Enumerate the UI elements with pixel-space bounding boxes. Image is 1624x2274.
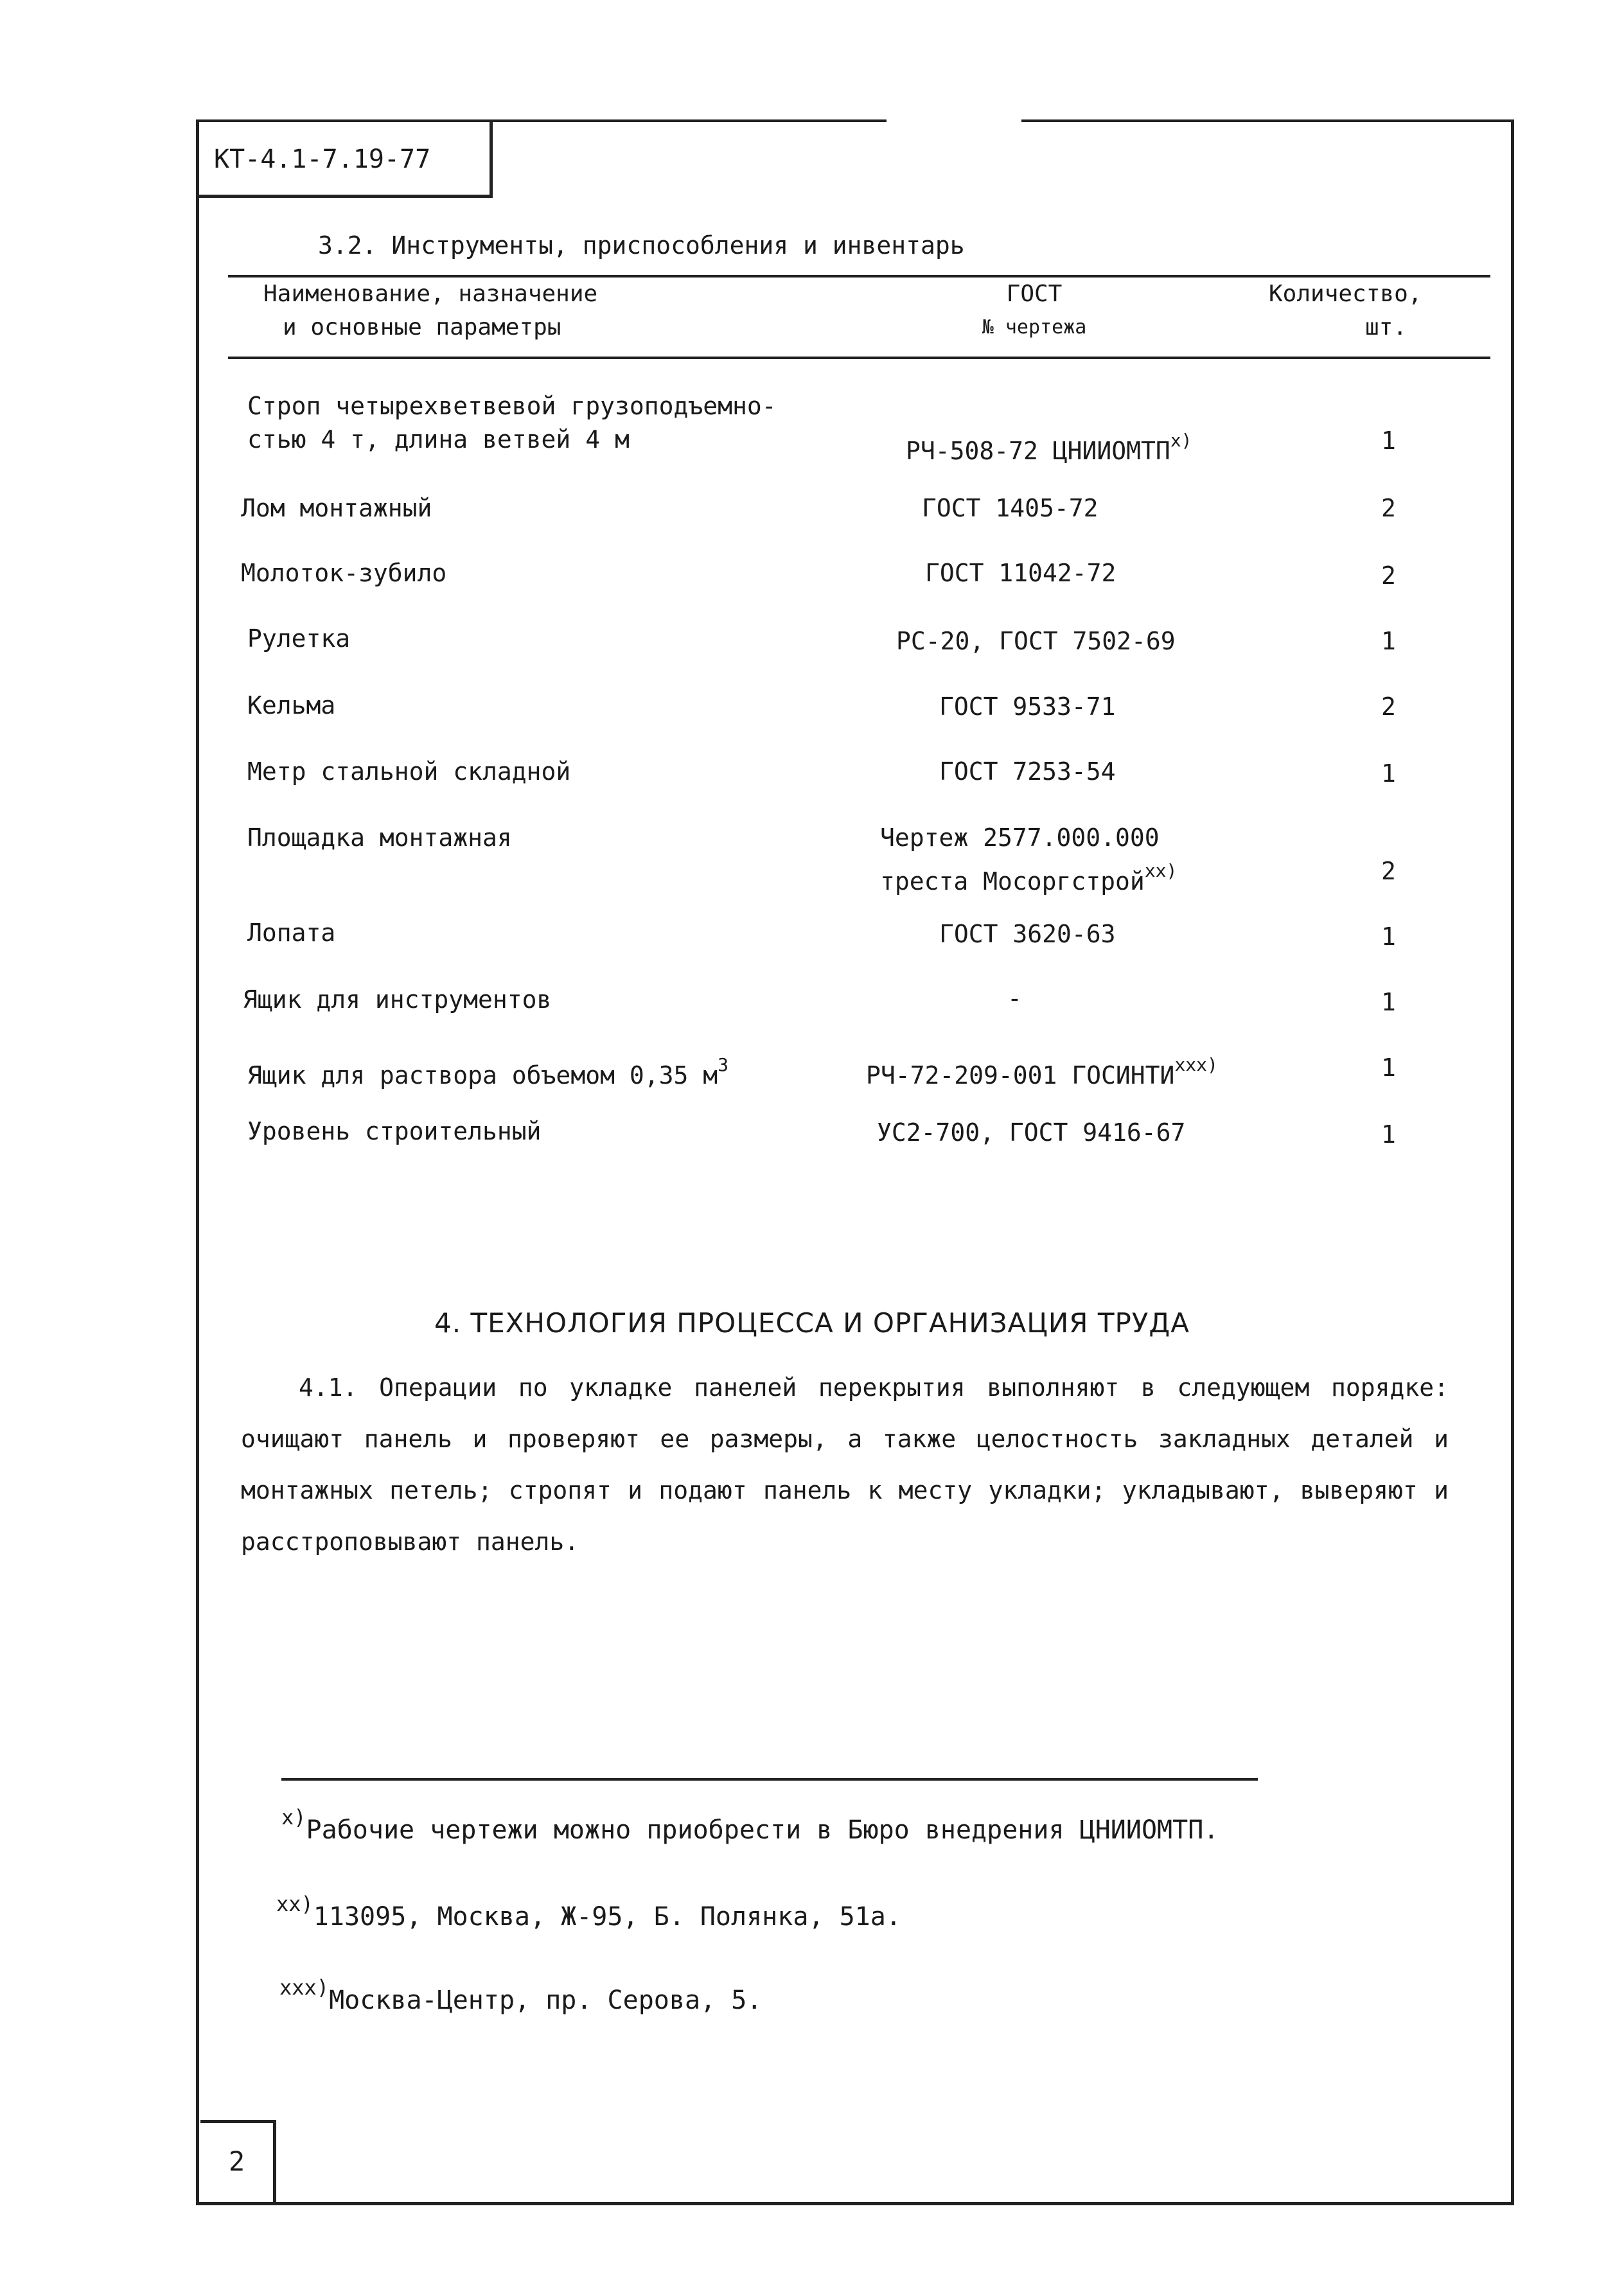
row-1-name-line1: Строп четырехветвевой грузоподъемно- [247, 392, 777, 420]
table-row-name: Рулетка [247, 624, 351, 653]
table-row-name: Кельма [247, 691, 336, 719]
table-row-ref: ГОСТ 3620-63 [939, 920, 1116, 948]
row-7-ref-line2: треста Мосоргстрой [880, 867, 1145, 895]
table-row-ref: ГОСТ 1405-72 [922, 494, 1099, 522]
header-name-line2: и основные параметры [283, 314, 561, 340]
header-name [263, 278, 597, 344]
section-title: 3.2. Инструменты, приспособления и инвентарь [318, 231, 965, 260]
footnote-3-text: Москва-Центр, пр. Серова, 5. [329, 1986, 763, 2015]
table-row-qty: 1 [1381, 988, 1396, 1016]
table-row-qty: 1 [1381, 759, 1396, 788]
footnote-rule [281, 1778, 1258, 1781]
table-row-qty: 2 [1381, 692, 1396, 721]
table-row-name [247, 1048, 728, 1092]
table-row-name: Площадка монтажная [247, 824, 512, 852]
table-row-name: Метр стальной складной [247, 757, 571, 786]
table-row-name: Лом монтажный [241, 494, 432, 522]
header-qty-line2: шт. [1365, 314, 1408, 340]
row-1-name-line2: стью 4 т, длина ветвей 4 м [247, 425, 630, 454]
footnote-1-mark: x) [281, 1805, 306, 1829]
table-row-ref: РС-20, ГОСТ 7502-69 [896, 627, 1176, 655]
table-row-qty: 2 [1381, 494, 1396, 522]
row-7-ref-line1: Чертеж 2577.000.000 [880, 824, 1160, 852]
footnote-3 [279, 1975, 762, 2015]
header-qty [1269, 278, 1422, 344]
table-row-ref: - [1007, 984, 1022, 1012]
table-row-ref [906, 424, 1192, 468]
table-row-ref: УС2-700, ГОСТ 9416-67 [877, 1118, 1186, 1147]
header-qty-line1: Количество, [1269, 281, 1422, 307]
footnote-2-text: 113095, Москва, Ж-95, Б. Полянка, 51а. [313, 1902, 901, 1932]
table-row-qty: 2 [1381, 561, 1396, 590]
footnote-3-mark: xxx) [279, 1975, 330, 2000]
footnote-1-text: Рабочие чертежи можно приобрести в Бюро внедрения ЦНИИОМТП. [306, 1815, 1219, 1845]
table-row-ref [880, 821, 1177, 898]
row-1-ref: РЧ-508-72 ЦНИИОМТП [906, 437, 1170, 465]
table-row-name: Уровень строительный [247, 1117, 542, 1145]
table-row-name: Лопата [247, 919, 336, 947]
row-10-name-sup: 3 [718, 1054, 728, 1075]
row-10-ref: РЧ-72-209-001 ГОСИНТИ [866, 1061, 1175, 1089]
table-row-ref [866, 1048, 1218, 1092]
table-row-ref: ГОСТ 7253-54 [939, 757, 1116, 786]
row-10-name: Ящик для раствора объемом 0,35 м [247, 1061, 718, 1089]
row-1-ref-note: x) [1170, 430, 1192, 451]
table-row-qty: 1 [1381, 1120, 1396, 1149]
table-row-qty: 1 [1381, 1053, 1396, 1082]
footnote-1 [281, 1805, 1219, 1845]
footnote-2-mark: xx) [276, 1892, 313, 1916]
table-row-name [247, 389, 777, 456]
row-7-ref-note: xx) [1144, 860, 1178, 881]
header-gost-line2: № чертежа [982, 316, 1087, 339]
header-gost-line1: ГОСТ [1006, 281, 1063, 307]
header-name-line1: Наименование, назначение [263, 281, 598, 307]
table-row-ref: ГОСТ 11042-72 [925, 559, 1116, 587]
header-gost [951, 278, 1118, 344]
table-row-qty: 1 [1381, 427, 1396, 455]
table-row-name: Ящик для инструментов [243, 985, 552, 1014]
table-row-ref: ГОСТ 9533-71 [939, 692, 1116, 721]
table-row-qty: 2 [1381, 857, 1396, 885]
chapter-title: 4. ТЕХНОЛОГИЯ ПРОЦЕССА И ОРГАНИЗАЦИЯ ТРУДА [434, 1307, 1190, 1339]
footnote-2 [276, 1892, 901, 1932]
table-header-rule [228, 357, 1490, 359]
table-row-qty: 1 [1381, 922, 1396, 951]
table-row-qty: 1 [1381, 627, 1396, 655]
chapter-paragraph: 4.1. Операции по укладке панелей перекрытия выполняют в следующем порядке: очищают панель и проверяют ее размеры, а также целостность закладных деталей и монтажных петель; стропят и подают панель к месту укладки; укладывают, выверяют и расстроповывают панель. [241, 1373, 1449, 1556]
table-row-name: Молоток-зубило [241, 559, 447, 587]
row-10-ref-note: xxx) [1174, 1054, 1218, 1075]
page-number: 2 [200, 2120, 276, 2202]
document-code: КТ-4.1-7.19-77 [196, 121, 493, 198]
